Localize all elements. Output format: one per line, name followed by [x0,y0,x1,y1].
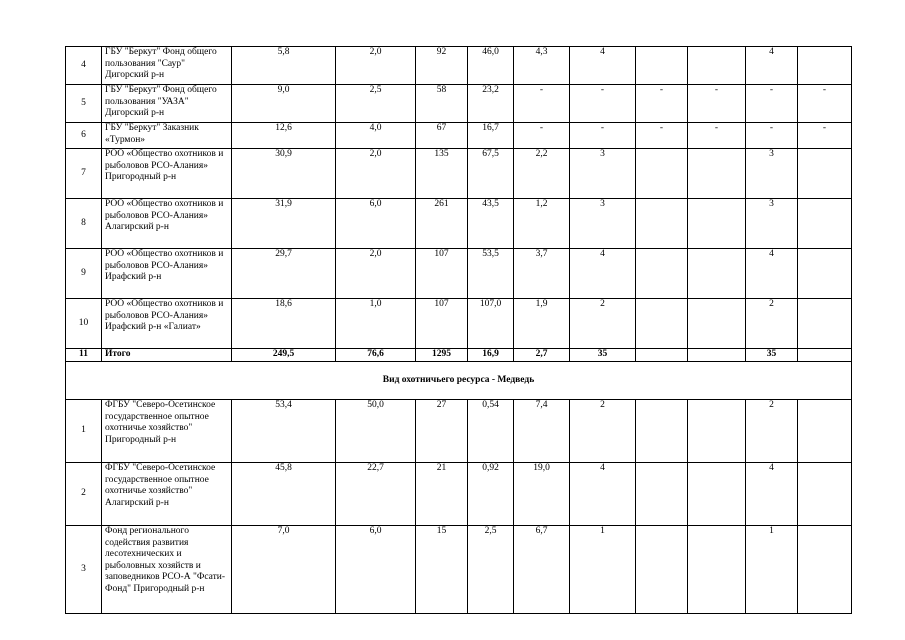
cell-c6: - [570,85,636,123]
cell-c2: 1,0 [336,299,416,349]
cell-c8 [688,400,746,463]
table-row [66,249,852,299]
cell-c8: - [688,85,746,123]
cell-c7: - [636,85,688,123]
cell-c6: 1 [570,526,636,614]
cell-c6: 3 [570,199,636,249]
cell-c8: - [688,123,746,149]
cell-c7 [636,47,688,85]
cell-c2: 4,0 [336,123,416,149]
total-label: Итого [102,349,232,362]
cell-c2: 76,6 [336,349,416,362]
cell-c3: 135 [416,149,468,199]
cell-c10 [798,199,852,249]
cell-c3: 67 [416,123,468,149]
row-number: 4 [66,47,102,85]
cell-c8 [688,199,746,249]
cell-c5: 3,7 [514,249,570,299]
cell-c9: 4 [746,463,798,526]
cell-c1: 30,9 [232,149,336,199]
cell-c10 [798,400,852,463]
cell-c7 [636,400,688,463]
cell-c4: 46,0 [468,47,514,85]
cell-c5: 6,7 [514,526,570,614]
cell-c4: 0,92 [468,463,514,526]
cell-c4: 2,5 [468,526,514,614]
cell-c4: 23,2 [468,85,514,123]
row-number: 2 [66,463,102,526]
cell-c10 [798,47,852,85]
cell-c6: 35 [570,349,636,362]
cell-c5: 7,4 [514,400,570,463]
organization-name: РОО «Общество охотников и рыболовов РСО-Алания» Ирафский р-н [102,249,232,299]
cell-c1: 249,5 [232,349,336,362]
cell-c1: 53,4 [232,400,336,463]
cell-c8 [688,249,746,299]
cell-c3: 107 [416,299,468,349]
cell-c3: 107 [416,249,468,299]
cell-c3: 15 [416,526,468,614]
cell-c7 [636,463,688,526]
cell-c10: - [798,123,852,149]
organization-name: ГБУ "Беркут" Заказник «Турмон» [102,123,232,149]
cell-c5: 1,9 [514,299,570,349]
cell-c4: 16,9 [468,349,514,362]
cell-c5: - [514,85,570,123]
cell-c9: 2 [746,299,798,349]
cell-c2: 2,0 [336,149,416,199]
cell-c1: 7,0 [232,526,336,614]
organization-name: ФГБУ "Северо-Осетинское государственное опытное охотничье хозяйство" Алагирский р-н [102,463,232,526]
cell-c9: - [746,123,798,149]
cell-c5: 2,7 [514,349,570,362]
cell-c9: 35 [746,349,798,362]
cell-c7 [636,249,688,299]
cell-c10 [798,249,852,299]
cell-c3: 261 [416,199,468,249]
table-row [66,526,852,614]
table-row [66,299,852,349]
row-number: 7 [66,149,102,199]
table-body-part2 [66,400,852,614]
cell-c10 [798,463,852,526]
cell-c8 [688,299,746,349]
cell-c6: 2 [570,400,636,463]
row-number: 9 [66,249,102,299]
cell-c2: 50,0 [336,400,416,463]
cell-c6: 4 [570,249,636,299]
table-row [66,400,852,463]
organization-name: ФГБУ "Северо-Осетинское государственное опытное охотничье хозяйство" Пригородный р-н [102,400,232,463]
cell-c4: 53,5 [468,249,514,299]
cell-c7 [636,199,688,249]
cell-c6: 4 [570,47,636,85]
cell-c10: - [798,85,852,123]
total-row [66,349,852,362]
cell-c10 [798,299,852,349]
cell-c2: 6,0 [336,526,416,614]
cell-c3: 58 [416,85,468,123]
cell-c9: 3 [746,199,798,249]
cell-c2: 2,0 [336,249,416,299]
cell-c8 [688,463,746,526]
cell-c1: 12,6 [232,123,336,149]
table-row [66,85,852,123]
cell-c10 [798,149,852,199]
organization-name: РОО «Общество охотников и рыболовов РСО-Алания» Ирафский р-н «Галиат» [102,299,232,349]
cell-c6: - [570,123,636,149]
cell-c5: 2,2 [514,149,570,199]
table-row [66,149,852,199]
cell-c1: 9,0 [232,85,336,123]
cell-c6: 3 [570,149,636,199]
cell-c1: 29,7 [232,249,336,299]
cell-c4: 67,5 [468,149,514,199]
row-number: 11 [66,349,102,362]
row-number: 10 [66,299,102,349]
cell-c1: 5,8 [232,47,336,85]
cell-c1: 31,9 [232,199,336,249]
table-row [66,199,852,249]
cell-c5: 19,0 [514,463,570,526]
row-number: 8 [66,199,102,249]
cell-c8 [688,47,746,85]
cell-c7: - [636,123,688,149]
cell-c4: 16,7 [468,123,514,149]
cell-c2: 6,0 [336,199,416,249]
organization-name: ГБУ "Беркут" Фонд общего пользования "УАЗА" Дигорский р-н [102,85,232,123]
cell-c2: 2,0 [336,47,416,85]
cell-c1: 45,8 [232,463,336,526]
cell-c9: - [746,85,798,123]
cell-c7 [636,299,688,349]
cell-c5: 4,3 [514,47,570,85]
row-number: 6 [66,123,102,149]
cell-c7 [636,526,688,614]
row-number: 3 [66,526,102,614]
cell-c7 [636,149,688,199]
cell-c8 [688,349,746,362]
cell-c4: 43,5 [468,199,514,249]
table-row [66,47,852,85]
cell-c8 [688,149,746,199]
cell-c2: 2,5 [336,85,416,123]
organization-name: РОО «Общество охотников и рыболовов РСО-Алания» Алагирский р-н [102,199,232,249]
organization-name: РОО «Общество охотников и рыболовов РСО-Алания» Пригородный р-н [102,149,232,199]
cell-c4: 0,54 [468,400,514,463]
table-row [66,463,852,526]
cell-c3: 21 [416,463,468,526]
cell-c3: 92 [416,47,468,85]
cell-c6: 4 [570,463,636,526]
cell-c1: 18,6 [232,299,336,349]
cell-c10 [798,526,852,614]
cell-c5: - [514,123,570,149]
cell-c7 [636,349,688,362]
cell-c9: 3 [746,149,798,199]
organization-name: Фонд регионального содействия развития лесотехнических и рыболовных хозяйств и заповедников РСО-А "Фсати-Фонд" Пригородный р-н [102,526,232,614]
row-number: 1 [66,400,102,463]
section-header-row [66,362,852,400]
section-title: Вид охотничьего ресурса - Медведь [66,362,852,400]
hunting-resources-table [65,46,852,614]
row-number: 5 [66,85,102,123]
cell-c6: 2 [570,299,636,349]
cell-c4: 107,0 [468,299,514,349]
cell-c9: 4 [746,249,798,299]
cell-c9: 1 [746,526,798,614]
organization-name: ГБУ "Беркут" Фонд общего пользования "Саур" Дигорский р-н [102,47,232,85]
cell-c9: 2 [746,400,798,463]
cell-c3: 1295 [416,349,468,362]
cell-c5: 1,2 [514,199,570,249]
cell-c2: 22,7 [336,463,416,526]
cell-c9: 4 [746,47,798,85]
cell-c3: 27 [416,400,468,463]
table-body-part1 [66,47,852,400]
cell-c10 [798,349,852,362]
cell-c8 [688,526,746,614]
table-row [66,123,852,149]
